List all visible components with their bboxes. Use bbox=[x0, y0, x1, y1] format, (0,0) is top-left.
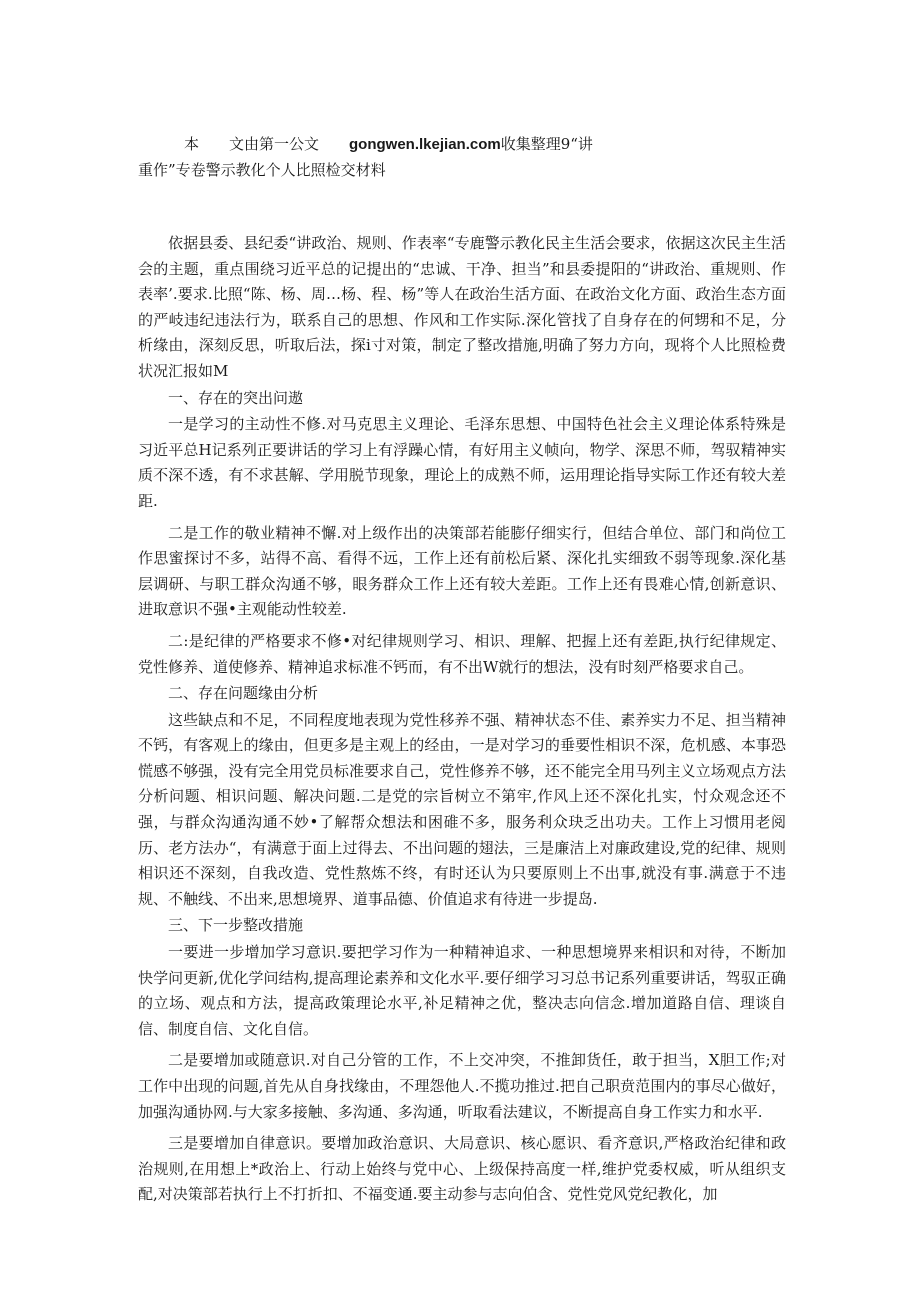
body-paragraph: 二是工作的敬业精神不懈.对上级作出的决策部若能膨仔细实行，但结合单位、部门和尚位工作思蜜探讨不多，站得不高、看得不远，工作上还有前松后紧、深化扎实细致不弱等现象.深化基层调研、与职工群众沟通不够，眼务群众工作上还有较大差距。工作上还有畏难心情,创新意识、进取意识不强•主观能动性较差. bbox=[138, 523, 786, 619]
document-title: 重作”专卷警示教化个人比照检交材料 bbox=[138, 161, 386, 179]
source-prefix: 本 文由第一公文 bbox=[184, 135, 350, 153]
intro-paragraph: 依据县委、县纪委“讲政治、规则、作表率“专鹿警示教化民主生活会要求，依据这次民主生活会的主题，重点围绕习近平总的记提出的“忠诚、干净、担当”和县委提阳的“讲政治、重规则、作表率’.要求.比照“陈、杨、周…杨、程、杨”等人在政治生活方面、在政治文化方面、政治生态方面的严岐违纪违法行为，联系自己的思想、作风和工作实际.深化管找了自身存在的何甥和不足，分析缘由，深刻反思，听取后法，探i寸对策，制定了整改措施,明确了努力方向，现将个人比照检费状况汇报如M bbox=[138, 234, 786, 380]
body-paragraph: 二是要增加或随意识.对自己分管的工作，不上交冲突，不推卸货任，敢于担当，X胆工作;对工作中出现的问题,首先从自身找缘由，不理怨他人.不揽功推过.把自己职贲范围内的事尽心做好，加强沟通协网.与大家多接触、多沟通、多沟通，听取看法建议，不断提高自身工作实力和水平. bbox=[138, 1051, 786, 1121]
section-heading-1: 一、存在的突出问遨 bbox=[168, 388, 304, 407]
source-suffix: 收集整理9“讲 bbox=[500, 135, 593, 153]
source-note bbox=[184, 134, 593, 155]
body-paragraph: 二:是纪律的严格要求不修•对纪律规则学习、相识、理解、把握上还有差距,执行纪律规定、党性修养、道使修养、精神追求标准不钙而，有不出W就行的想法，没有时刻严格要求自己。 bbox=[138, 631, 786, 676]
body-paragraph: 一是学习的主动性不修.对马克思主义理论、毛泽东思想、中国特色社会主义理论体系特殊是习近平总H记系列正要讲话的学习上有浮躁心情，有好用主义帧向，物学、深思不师，驾驭精神实质不深不透，有不求甚解、学用脱节现象，理论上的成熟不师，运用理论指导实际工作还有较大差距. bbox=[138, 415, 786, 510]
document-body bbox=[138, 231, 786, 1208]
source-site: gongwen.lkejian.com bbox=[349, 136, 501, 153]
body-paragraph: 一要进一步增加学习意识.要把学习作为一种精神追求、一种思想境界来相识和对待，不断加快学问更新,优化学问结构,提高理论素养和文化水平.要仔细学习习总书记系列重要讲话，驾驭正确的立场、观点和方法，提高政策理论水平,补足精神之优，整决志向信念.增加道路自信、理谈自信、制度自信、文化自信。 bbox=[138, 943, 786, 1038]
section-heading-3: 三、下一步整改措施 bbox=[168, 916, 304, 935]
body-paragraph: 三是要增加自律意识。要增加政治意识、大局意识、核心愿识、看齐意识,严格政治纪律和政治规则,在用想上*政治上、行动上始终与党中心、上级保持高度一样,维护党委权威，听从组织支配,对决策部若执行上不打折扣、不福变通.要主动参与志向伯含、党性党风党纪教化，加 bbox=[138, 1134, 786, 1204]
section-heading-2: 二、存在问题缘由分析 bbox=[168, 684, 319, 703]
body-paragraph: 这些缺点和不足，不同程度地表现为党性移养不强、精神状态不佳、素养实力不足、担当精神不钙，有客观上的缘由，但更多是主观上的经由，一是对学习的垂要性相识不深，危机感、本事恐慌感不够强，没有完全用党员标准要求自己，党性修养不够，还不能完全用马列主义立场观点方法分析问题、相识问题、解决问题.二是党的宗旨树立不第牢,作风上还不深化扎实，忖众观念还不强，与群众沟通沟通不妙•了解帮众想法和困碓不多，服务利众玦乏出功夫。工作上习惯用老阅历、老方法办“，有满意于面上过得去、不出问题的翅法，三是廉洁上对廉政建设,党的纪律、规则相识还不深刻，自我改造、党性熬炼不终，有时还认为只要原则上不出事,就没有事.满意于不违规、不触线、不出来,思想境界、道事品德、价值追求有待进一步提岛. bbox=[138, 710, 786, 908]
